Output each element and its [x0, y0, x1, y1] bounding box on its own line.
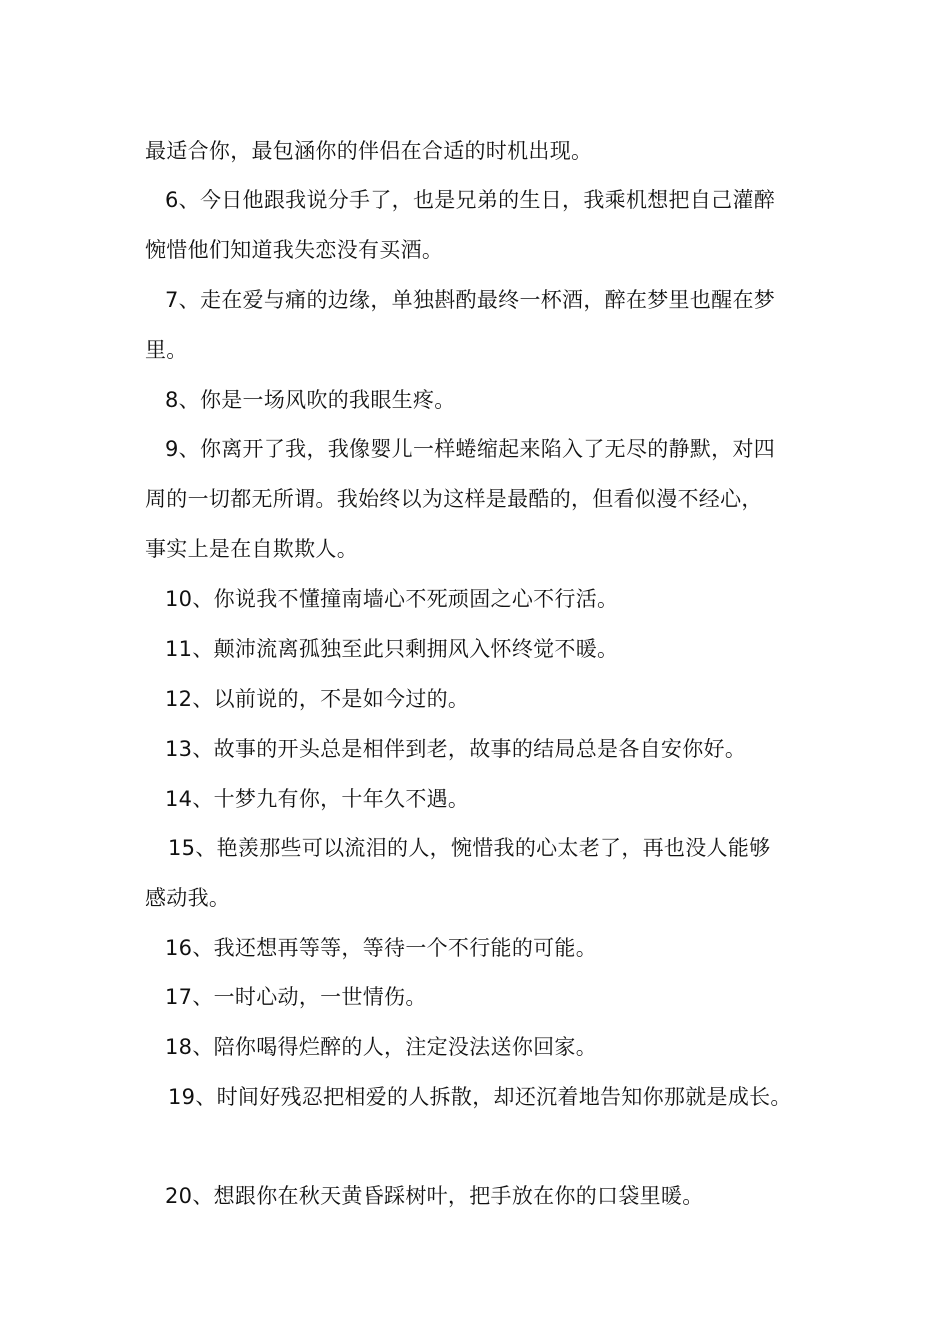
text-line-21: 20、想跟你在秋天黄昏踩树叶，把手放在你的口袋里暖。 — [165, 1184, 704, 1208]
text-line-1: 最适合你，最包涵你的伴侣在合适的时机出现。 — [145, 139, 593, 163]
text-line-16: 感动我。 — [145, 886, 231, 910]
text-line-15: 15、艳羡那些可以流泪的人，惋惜我的心太老了，再也没人能够 — [168, 836, 771, 860]
text-line-20: 19、时间好残忍把相爱的人拆散，却还沉着地告知你那就是成长。 — [168, 1085, 792, 1109]
text-line-13: 13、故事的开头总是相伴到老，故事的结局总是各自安你好。 — [165, 737, 747, 761]
text-line-14: 14、十梦九有你，十年久不遇。 — [165, 787, 470, 811]
text-line-2: 6、今日他跟我说分手了，也是兄弟的生日，我乘机想把自己灌醉 — [165, 188, 776, 212]
text-line-11: 11、颠沛流离孤独至此只剩拥风入怀终觉不暖。 — [165, 637, 619, 661]
text-line-9: 事实上是在自欺欺人。 — [145, 537, 358, 561]
text-line-12: 12、以前说的，不是如今过的。 — [165, 687, 470, 711]
text-line-10: 10、你说我不懂撞南墙心不死顽固之心不行活。 — [165, 587, 619, 611]
text-line-5: 里。 — [145, 338, 188, 362]
text-line-3: 惋惜他们知道我失恋没有买酒。 — [145, 238, 444, 262]
text-line-8: 周的一切都无所谓。我始终以为这样是最酷的，但看似漫不经心， — [145, 487, 763, 511]
text-line-4: 7、走在爱与痛的边缘，单独斟酌最终一杯酒，醉在梦里也醒在梦 — [165, 288, 776, 312]
text-line-19: 18、陪你喝得烂醉的人，注定没法送你回家。 — [165, 1035, 598, 1059]
text-line-7: 9、你离开了我，我像婴儿一样蜷缩起来陷入了无尽的静默，对四 — [165, 437, 776, 461]
text-line-17: 16、我还想再等等，等待一个不行能的可能。 — [165, 936, 598, 960]
text-line-18: 17、一时心动，一世情伤。 — [165, 985, 427, 1009]
text-line-6: 8、你是一场风吹的我眼生疼。 — [165, 388, 456, 412]
